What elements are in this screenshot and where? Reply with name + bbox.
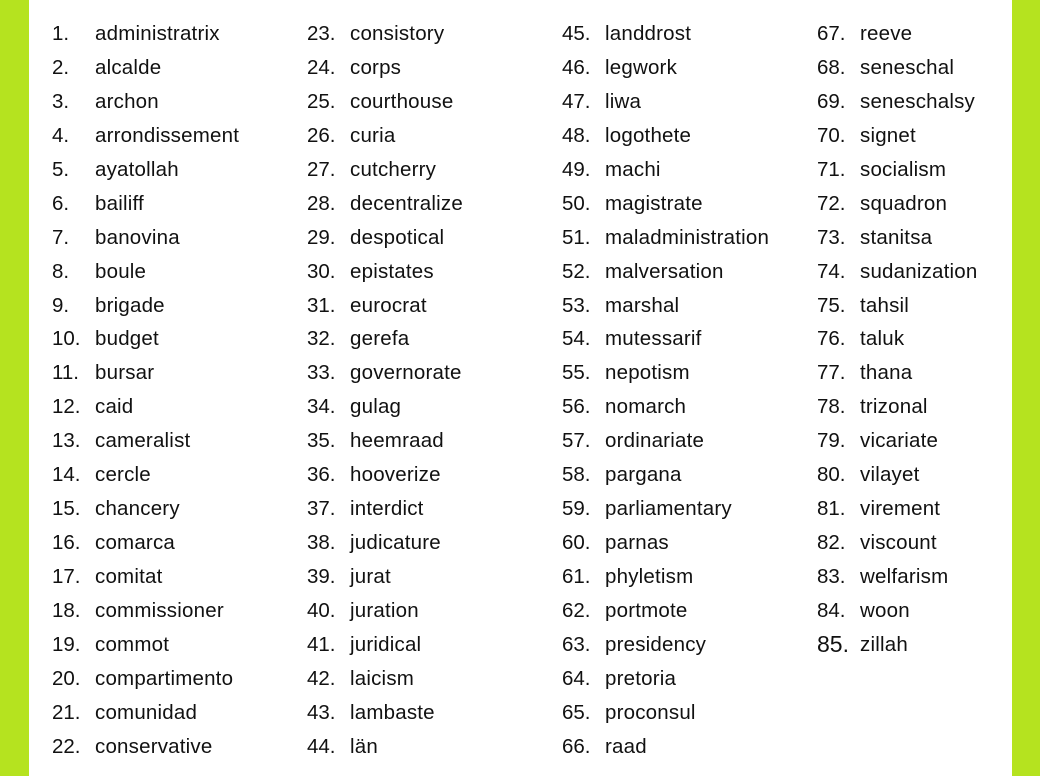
item-word: nomarch <box>605 395 687 419</box>
item-number: 21. <box>52 700 81 724</box>
list-item <box>307 17 463 51</box>
item-number: 49. <box>562 157 591 181</box>
item-number: 56. <box>562 395 591 419</box>
item-word: mutessarif <box>605 327 702 351</box>
item-number: 62. <box>562 598 591 622</box>
list-item <box>817 119 978 153</box>
item-number: 52. <box>562 259 591 283</box>
list-item <box>562 17 769 51</box>
list-item <box>307 85 463 119</box>
list-item <box>817 255 978 289</box>
item-number: 14. <box>52 463 81 487</box>
list-item <box>817 153 978 187</box>
item-number: 25. <box>307 89 336 113</box>
item-number: 78. <box>817 395 846 419</box>
list-item <box>307 730 463 764</box>
item-number: 72. <box>817 191 846 215</box>
list-item <box>817 492 978 526</box>
list-item <box>52 458 239 492</box>
list-item <box>817 594 978 628</box>
item-number: 69. <box>817 89 846 113</box>
word-column-1 <box>52 17 239 764</box>
list-item <box>307 526 463 560</box>
item-word: proconsul <box>605 700 696 724</box>
list-item <box>307 424 463 458</box>
item-word: chancery <box>95 497 180 521</box>
item-word: judicature <box>350 531 441 555</box>
item-number: 53. <box>562 293 591 317</box>
item-word: laicism <box>350 666 415 690</box>
item-word: epistates <box>350 259 434 283</box>
item-number: 68. <box>817 55 846 79</box>
item-word: decentralize <box>350 191 463 215</box>
item-word: malversation <box>605 259 724 283</box>
item-number: 41. <box>307 632 336 656</box>
list-item <box>562 187 769 221</box>
list-item <box>52 730 239 764</box>
item-word: thana <box>860 361 913 385</box>
list-item <box>817 51 978 85</box>
item-number: 84. <box>817 598 846 622</box>
item-word: presidency <box>605 632 707 656</box>
item-word: commot <box>95 632 170 656</box>
list-item <box>307 289 463 323</box>
list-item <box>817 424 978 458</box>
list-item <box>562 119 769 153</box>
list-item <box>562 730 769 764</box>
list-item <box>562 662 769 696</box>
item-number: 67. <box>817 22 846 45</box>
list-item <box>307 356 463 390</box>
item-word: comarca <box>95 531 176 555</box>
item-word: taluk <box>860 327 905 351</box>
item-word: virement <box>860 497 941 521</box>
item-number: 12. <box>52 395 81 419</box>
item-word: seneschal <box>860 55 955 79</box>
list-item <box>562 526 769 560</box>
item-number: 61. <box>562 565 591 588</box>
list-item <box>52 662 239 696</box>
item-word: parnas <box>605 531 669 555</box>
list-item <box>817 221 978 255</box>
item-word: landdrost <box>605 22 692 45</box>
item-number: 16. <box>52 531 81 555</box>
item-word: magistrate <box>605 191 703 215</box>
item-word: pretoria <box>605 666 677 690</box>
item-word: banovina <box>95 225 180 249</box>
list-item <box>307 255 463 289</box>
item-number: 48. <box>562 123 591 147</box>
item-number: 17. <box>52 565 81 588</box>
item-number: 85. <box>817 630 849 657</box>
item-word: ayatollah <box>95 157 179 181</box>
item-word: corps <box>350 55 402 79</box>
item-word: conservative <box>95 734 213 758</box>
item-number: 64. <box>562 666 591 690</box>
item-number: 33. <box>307 361 336 385</box>
item-word: heemraad <box>350 429 444 453</box>
item-number: 83. <box>817 565 846 588</box>
item-number: 6. <box>52 191 70 215</box>
list-item <box>52 594 239 628</box>
item-word: seneschalsy <box>860 89 976 113</box>
list-item <box>562 255 769 289</box>
item-number: 42. <box>307 666 336 690</box>
item-number: 8. <box>52 259 70 283</box>
item-word: welfarism <box>860 565 949 588</box>
list-item <box>562 289 769 323</box>
list-item <box>562 424 769 458</box>
item-number: 20. <box>52 666 81 690</box>
item-word: portmote <box>605 598 688 622</box>
item-word: marshal <box>605 293 680 317</box>
item-number: 32. <box>307 327 336 351</box>
item-word: caid <box>95 395 134 419</box>
list-item <box>817 85 978 119</box>
item-number: 43. <box>307 700 336 724</box>
list-item <box>562 492 769 526</box>
item-word: parliamentary <box>605 497 732 521</box>
list-item <box>817 187 978 221</box>
item-number: 13. <box>52 429 81 453</box>
item-number: 15. <box>52 497 81 521</box>
list-item <box>562 390 769 424</box>
item-number: 24. <box>307 55 336 79</box>
item-number: 3. <box>52 89 70 113</box>
item-word: trizonal <box>860 395 928 419</box>
list-item <box>52 255 239 289</box>
item-number: 27. <box>307 157 336 181</box>
item-number: 73. <box>817 225 846 249</box>
item-number: 31. <box>307 293 336 317</box>
item-word: compartimento <box>95 666 234 690</box>
item-word: administratrix <box>95 22 220 45</box>
item-word: raad <box>605 734 647 758</box>
item-number: 37. <box>307 497 336 521</box>
item-number: 59. <box>562 497 591 521</box>
list-item <box>52 424 239 458</box>
item-word: governorate <box>350 361 462 385</box>
list-item <box>817 526 978 560</box>
item-number: 77. <box>817 361 846 385</box>
item-word: legwork <box>605 55 678 79</box>
item-word: archon <box>95 89 159 113</box>
list-item <box>817 322 978 356</box>
word-list-page <box>29 0 1012 776</box>
list-item <box>562 560 769 594</box>
item-number: 22. <box>52 734 81 758</box>
item-number: 81. <box>817 497 846 521</box>
item-word: tahsil <box>860 293 910 317</box>
item-word: juridical <box>350 632 422 656</box>
item-word: gulag <box>350 395 402 419</box>
list-item <box>817 390 978 424</box>
item-word: maladministration <box>605 225 770 249</box>
item-number: 5. <box>52 157 70 181</box>
list-item <box>307 390 463 424</box>
list-item <box>307 322 463 356</box>
item-word: despotical <box>350 225 445 249</box>
item-word: cameralist <box>95 429 191 453</box>
list-item <box>307 594 463 628</box>
item-word: machi <box>605 157 661 181</box>
item-number: 1. <box>52 22 70 45</box>
item-number: 30. <box>307 259 336 283</box>
item-word: liwa <box>605 89 642 113</box>
item-number: 74. <box>817 259 846 283</box>
item-number: 60. <box>562 531 591 555</box>
item-number: 82. <box>817 531 846 555</box>
list-item <box>52 696 239 730</box>
list-item <box>562 221 769 255</box>
item-word: sudanization <box>860 259 978 283</box>
list-item <box>562 458 769 492</box>
item-number: 34. <box>307 395 336 419</box>
list-item <box>307 458 463 492</box>
item-word: interdict <box>350 497 424 521</box>
list-item <box>307 628 463 662</box>
item-word: zillah <box>860 632 908 656</box>
item-number: 63. <box>562 632 591 656</box>
item-word: gerefa <box>350 327 410 351</box>
list-item <box>52 187 239 221</box>
list-item <box>307 560 463 594</box>
item-number: 55. <box>562 361 591 385</box>
item-number: 50. <box>562 191 591 215</box>
item-word: stanitsa <box>860 225 933 249</box>
item-number: 10. <box>52 327 81 351</box>
list-item <box>52 119 239 153</box>
list-item <box>817 628 978 662</box>
item-word: phyletism <box>605 565 694 588</box>
item-word: cercle <box>95 463 151 487</box>
item-word: alcalde <box>95 55 162 79</box>
item-word: signet <box>860 123 916 147</box>
item-number: 40. <box>307 598 336 622</box>
item-number: 76. <box>817 327 846 351</box>
item-word: jurat <box>350 565 391 588</box>
item-number: 65. <box>562 700 591 724</box>
item-word: logothete <box>605 123 692 147</box>
item-word: bursar <box>95 361 155 385</box>
list-item <box>307 221 463 255</box>
list-item <box>562 696 769 730</box>
item-word: arrondissement <box>95 123 240 147</box>
item-number: 35. <box>307 429 336 453</box>
list-item <box>307 51 463 85</box>
list-item <box>562 594 769 628</box>
item-number: 44. <box>307 734 336 758</box>
list-item <box>52 153 239 187</box>
item-number: 2. <box>52 55 70 79</box>
list-item <box>52 322 239 356</box>
list-item <box>307 696 463 730</box>
item-number: 51. <box>562 225 591 249</box>
item-word: curia <box>350 123 396 147</box>
item-number: 18. <box>52 598 81 622</box>
list-item <box>562 85 769 119</box>
list-item <box>817 17 978 51</box>
item-number: 46. <box>562 55 591 79</box>
list-item <box>817 356 978 390</box>
item-word: lambaste <box>350 700 435 724</box>
list-item <box>52 289 239 323</box>
word-column-4 <box>817 17 978 662</box>
item-number: 36. <box>307 463 336 487</box>
item-number: 29. <box>307 225 336 249</box>
list-item <box>52 356 239 390</box>
list-item <box>52 628 239 662</box>
list-item <box>562 322 769 356</box>
item-word: budget <box>95 327 159 351</box>
list-item <box>307 187 463 221</box>
item-number: 58. <box>562 463 591 487</box>
list-item <box>562 628 769 662</box>
item-number: 80. <box>817 463 846 487</box>
list-item <box>817 289 978 323</box>
item-number: 39. <box>307 565 336 588</box>
item-number: 11. <box>52 361 79 385</box>
word-column-2 <box>307 17 463 764</box>
item-number: 26. <box>307 123 336 147</box>
item-number: 70. <box>817 123 846 147</box>
item-number: 79. <box>817 429 846 453</box>
item-word: viscount <box>860 531 937 555</box>
item-word: bailiff <box>95 191 144 215</box>
item-word: vicariate <box>860 429 939 453</box>
item-word: cutcherry <box>350 157 437 181</box>
item-word: socialism <box>860 157 947 181</box>
item-word: squadron <box>860 191 948 215</box>
item-word: comitat <box>95 565 163 588</box>
item-number: 23. <box>307 22 336 45</box>
list-item <box>52 526 239 560</box>
item-word: län <box>350 734 378 758</box>
item-number: 66. <box>562 734 591 758</box>
item-number: 71. <box>817 157 846 181</box>
list-item <box>817 458 978 492</box>
item-word: eurocrat <box>350 293 427 317</box>
item-number: 38. <box>307 531 336 555</box>
item-word: commissioner <box>95 598 224 622</box>
item-number: 9. <box>52 293 70 317</box>
list-item <box>817 560 978 594</box>
list-item <box>562 356 769 390</box>
item-number: 45. <box>562 22 591 45</box>
list-item <box>307 119 463 153</box>
list-item <box>52 17 239 51</box>
item-word: hooverize <box>350 463 441 487</box>
list-item <box>307 662 463 696</box>
item-word: nepotism <box>605 361 690 385</box>
item-word: comunidad <box>95 700 198 724</box>
item-word: woon <box>860 598 910 622</box>
word-column-3 <box>562 17 769 764</box>
item-word: juration <box>350 598 419 622</box>
item-word: consistory <box>350 22 445 45</box>
item-word: vilayet <box>860 463 920 487</box>
item-word: courthouse <box>350 89 454 113</box>
item-number: 19. <box>52 632 81 656</box>
item-number: 54. <box>562 327 591 351</box>
list-item <box>52 85 239 119</box>
list-item <box>562 153 769 187</box>
item-word: reeve <box>860 22 913 45</box>
list-item <box>52 51 239 85</box>
item-word: ordinariate <box>605 429 705 453</box>
item-number: 75. <box>817 293 846 317</box>
item-number: 57. <box>562 429 591 453</box>
list-item <box>307 492 463 526</box>
list-item <box>562 51 769 85</box>
item-number: 4. <box>52 123 70 147</box>
list-item <box>52 221 239 255</box>
item-word: boule <box>95 259 147 283</box>
item-word: brigade <box>95 293 165 317</box>
item-number: 7. <box>52 225 70 249</box>
list-item <box>52 492 239 526</box>
list-item <box>52 560 239 594</box>
list-item <box>52 390 239 424</box>
item-number: 28. <box>307 191 336 215</box>
list-item <box>307 153 463 187</box>
item-number: 47. <box>562 89 591 113</box>
item-word: pargana <box>605 463 682 487</box>
